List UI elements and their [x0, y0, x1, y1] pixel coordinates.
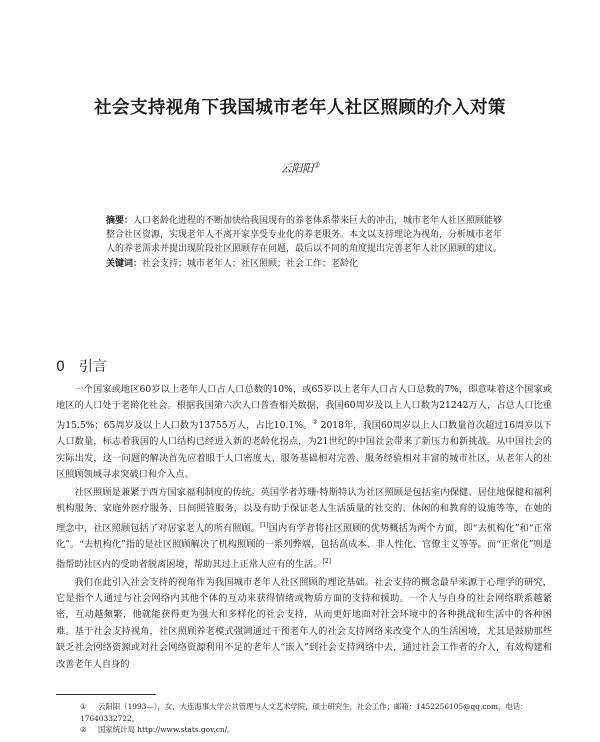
- keywords-line: [106, 257, 506, 271]
- abstract-label: 摘要：: [106, 216, 134, 226]
- footnote-2: [80, 724, 550, 736]
- paragraph-text: 一个国家或地区60岁以上老年人口占人口总数的10%，或65岁以上老年人口占人口总数的7%，即意味着这个国家或地区的人口处于老龄化社会。根据我国第六次人口普查相关数据，我国60周岁及以上人口数为21242万人，占总人口比重为15.5%；65周岁及以上人口数为13755万人，占比10.1%。: [56, 384, 552, 431]
- footnote-mark: ①: [80, 702, 87, 711]
- citation-mark: [1]: [260, 521, 269, 529]
- author-footnote-mark: ①: [313, 161, 320, 170]
- paragraph-text: 2018年，我国60周岁以上人口数量首次超过16周岁以下人口数量，标志着我国的人口结构已经进入新的老龄化拐点，为21世纪的中国社会带来了新压力和新挑战。从中国社会的实际出发，这一问题的解决首先应着眼于人口密度大、服务基础相对完善、服务经验相对丰富的城市社区，从老年人的社区照顾领域寻求突破口和介入点。: [56, 419, 552, 481]
- footnote-mark: ②: [80, 725, 87, 734]
- section-title: 引言: [78, 359, 107, 375]
- abstract-block: [106, 214, 506, 271]
- section-heading-introduction: [56, 356, 107, 376]
- keywords-text: 社会支持；城市老年人；社区照顾；社会工作；老龄化: [142, 258, 359, 269]
- footnote-divider: [56, 694, 156, 695]
- citation-mark: ②: [312, 418, 318, 426]
- paragraph-text: 国内有学者将社区照顾的优势概括为两个方面，即“去机构化”和“正常化”。“去机构化”指的是社区照顾解决了机构照顾的一系列弊端，包括高成本、非人性化、官僚主义等等。而“正常化”则是指帮助社区内的受助者脱离困境，帮助其过上正常人应有的生活。: [56, 522, 553, 570]
- author-line: [0, 160, 600, 176]
- paragraph-text: 社区照顾是兼紧于西方国家福利制度的传统。英国学者苏珊·特斯特认为社区照顾是包括室内保健、居住地保健和福利机构服务、家庭外医疗服务、日间照管服务，以及有助于保证老人生活质量的社交的、休闲的和教育的设施等等，在她的理念中，社区照顾包括了对居家老人的所有照顾。: [56, 487, 552, 534]
- citation-mark: [2]: [322, 557, 331, 565]
- abstract-paragraph: [106, 214, 506, 257]
- footnote-1: [80, 701, 550, 724]
- section-number: 0: [56, 359, 65, 375]
- footnote-text: 国家统计局 http://www.stats.gov.cn/。: [98, 725, 235, 734]
- abstract-text: 人口老龄化进程的不断加快给我国现有的养老体系带来巨大的冲击，城市老年人社区照顾能够整合社区资源，实现老年人不离开家享受专业化的养老服务。本文以支持理论为视角，分析城市老年人的养老需求并提出现阶段社区照顾存在问题，最后以不同的角度提出完善老年人社区照顾的建议。: [106, 216, 503, 255]
- body-paragraph-2: [56, 485, 552, 573]
- body-text: [56, 382, 552, 675]
- body-paragraph-3: [56, 575, 552, 673]
- paper-title: 社会支持视角下我国城市老年人社区照顾的介入对策: [94, 98, 506, 118]
- keywords-label: 关键词：: [106, 258, 143, 269]
- author-name: 云阳阳: [280, 162, 314, 175]
- body-paragraph-1: [56, 382, 552, 484]
- footnote-text: 云阳阳（1993—），女，大连海事大学公共管理与人文艺术学院，硕士研究生，社会工作；邮箱：1452256105@qq.com，电话：17640332722。: [80, 702, 528, 723]
- footnotes: [80, 701, 550, 736]
- paragraph-text: 我们在此引入社会支持的视角作为我国城市老年人社区照顾的理论基础。社会支持的概念最早来源于心理学的研究，它是指个人通过与社会网络内其他个体的互动来获得情绪或物质方面的支持和援助。一个人与自身的社会网络联系越紧密，互动越频繁，他就能获得更为强大和多样化的社会支持，从而更好地面对社会环境中的各种挑战和生活中的各种困难。基于社会支持视角，社区照顾养老模式强调通过干预老年人的社会支持网络来改变个人的生活困境，尤其是鼓励那些缺乏社会网络资源或对社会网络资源利用不足的老年人“嵌入”到社会支持网络中去，通过社会工作者的介入，有效构建和改善老年人自身的: [56, 576, 552, 670]
